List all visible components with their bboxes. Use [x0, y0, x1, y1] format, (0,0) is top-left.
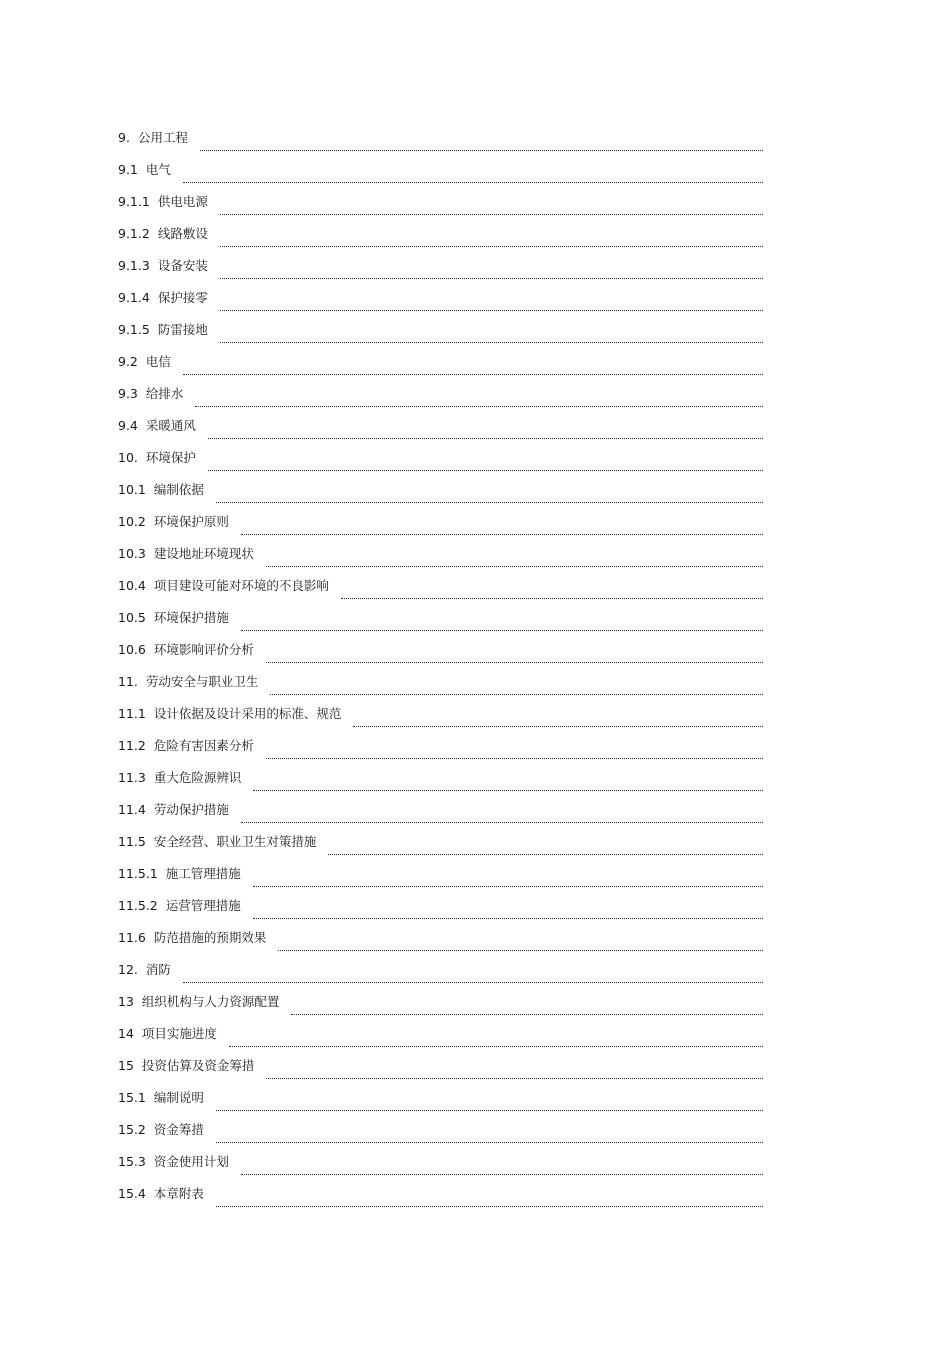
dot-leader — [208, 437, 763, 439]
toc-entry[interactable] — [118, 1024, 763, 1056]
toc-entry-number: 11.1 — [118, 706, 146, 721]
toc-entry-title: 劳动安全与职业卫生 — [145, 674, 259, 689]
toc-entry-number: 10.6 — [118, 642, 146, 657]
toc-entry-number: 9.1.1 — [118, 194, 150, 209]
toc-entry[interactable] — [118, 320, 763, 352]
dot-leader — [253, 789, 763, 791]
toc-entry-number: 12. — [118, 962, 138, 977]
dot-leader — [291, 1013, 763, 1015]
dot-leader — [241, 821, 763, 823]
toc-entry[interactable] — [118, 736, 763, 768]
toc-entry-number: 9. — [118, 130, 130, 145]
dot-leader — [216, 1109, 763, 1111]
toc-entry-number: 9.1.4 — [118, 290, 150, 305]
toc-entry[interactable] — [118, 1088, 763, 1120]
toc-entry[interactable] — [118, 448, 763, 480]
toc-entry-number: 11.4 — [118, 802, 146, 817]
toc-entry-title: 环境保护措施 — [153, 610, 229, 625]
toc-entry-number: 14 — [118, 1026, 134, 1041]
toc-entry-number: 9.4 — [118, 418, 138, 433]
toc-entry-title: 编制说明 — [153, 1090, 204, 1105]
toc-entry-number: 15.3 — [118, 1154, 146, 1169]
toc-entry[interactable] — [118, 1152, 763, 1184]
toc-entry-title: 施工管理措施 — [165, 866, 241, 881]
toc-entry-number: 10.1 — [118, 482, 146, 497]
toc-entry[interactable] — [118, 704, 763, 736]
toc-entry[interactable] — [118, 256, 763, 288]
toc-entry-title: 劳动保护措施 — [153, 802, 229, 817]
toc-entry-number: 9.1.3 — [118, 258, 150, 273]
dot-leader — [220, 309, 763, 311]
dot-leader — [266, 1077, 763, 1079]
toc-entry-title: 资金筹措 — [153, 1122, 204, 1137]
toc-entry-number: 15.4 — [118, 1186, 146, 1201]
dot-leader — [241, 629, 763, 631]
toc-entry[interactable] — [118, 512, 763, 544]
toc-entry-number: 11.5 — [118, 834, 146, 849]
toc-entry-title: 保护接零 — [157, 290, 208, 305]
toc-entry[interactable] — [118, 992, 763, 1024]
toc-entry[interactable] — [118, 672, 763, 704]
toc-entry-number: 11.6 — [118, 930, 146, 945]
dot-leader — [278, 949, 763, 951]
toc-entry[interactable] — [118, 896, 763, 928]
toc-entry[interactable] — [118, 800, 763, 832]
toc-entry-title: 电气 — [145, 162, 171, 177]
toc-entry-title: 防雷接地 — [157, 322, 208, 337]
toc-entry-title: 运营管理措施 — [165, 898, 241, 913]
toc-entry-number: 9.3 — [118, 386, 138, 401]
toc-entry-title: 危险有害因素分析 — [153, 738, 254, 753]
toc-entry[interactable] — [118, 864, 763, 896]
toc-entry[interactable] — [118, 160, 763, 192]
toc-entry-number: 10. — [118, 450, 138, 465]
dot-leader — [353, 725, 763, 727]
toc-entry-title: 资金使用计划 — [153, 1154, 229, 1169]
toc-entry-number: 10.3 — [118, 546, 146, 561]
dot-leader — [183, 981, 763, 983]
dot-leader — [266, 661, 763, 663]
toc-entry-title: 项目实施进度 — [141, 1026, 217, 1041]
toc-entry-number: 10.2 — [118, 514, 146, 529]
toc-entry-number: 15.2 — [118, 1122, 146, 1137]
toc-entry[interactable] — [118, 352, 763, 384]
toc-entry-number: 11.5.1 — [118, 866, 158, 881]
toc-entry-number: 11. — [118, 674, 138, 689]
dot-leader — [241, 533, 763, 535]
toc-entry-title: 采暖通风 — [145, 418, 196, 433]
toc-entry-title: 环境影响评价分析 — [153, 642, 254, 657]
toc-entry[interactable] — [118, 224, 763, 256]
dot-leader — [183, 373, 763, 375]
dot-leader — [266, 757, 763, 759]
toc-entry[interactable] — [118, 640, 763, 672]
toc-entry-number: 11.3 — [118, 770, 146, 785]
toc-entry-title: 建设地址环境现状 — [153, 546, 254, 561]
toc-entry[interactable] — [118, 960, 763, 992]
toc-entry-title: 组织机构与人力资源配置 — [141, 994, 280, 1009]
toc-entry[interactable] — [118, 928, 763, 960]
toc-entry-number: 13 — [118, 994, 134, 1009]
toc-entry-number: 10.5 — [118, 610, 146, 625]
toc-entry[interactable] — [118, 416, 763, 448]
dot-leader — [266, 565, 763, 567]
toc-entry[interactable] — [118, 576, 763, 608]
toc-entry-number: 11.5.2 — [118, 898, 158, 913]
dot-leader — [328, 853, 763, 855]
dot-leader — [208, 469, 763, 471]
toc-entry[interactable] — [118, 608, 763, 640]
toc-entry[interactable] — [118, 1056, 763, 1088]
toc-entry-title: 投资估算及资金筹措 — [141, 1058, 255, 1073]
dot-leader — [195, 405, 763, 407]
dot-leader — [220, 277, 763, 279]
dot-leader — [229, 1045, 763, 1047]
dot-leader — [253, 917, 763, 919]
toc-entry[interactable] — [118, 192, 763, 224]
toc-entry-number: 9.2 — [118, 354, 138, 369]
dot-leader — [253, 885, 763, 887]
dot-leader — [183, 181, 763, 183]
toc-entry-title: 电信 — [145, 354, 171, 369]
toc-entry-number: 10.4 — [118, 578, 146, 593]
toc-entry-title: 环境保护 — [145, 450, 196, 465]
dot-leader — [216, 1141, 763, 1143]
toc-entry-title: 编制依据 — [153, 482, 204, 497]
dot-leader — [200, 149, 763, 151]
toc-entry-title: 公用工程 — [137, 130, 188, 145]
toc-entry-title: 线路敷设 — [157, 226, 208, 241]
toc-entry-title: 项目建设可能对环境的不良影响 — [153, 578, 329, 593]
toc-entry[interactable] — [118, 128, 763, 160]
toc-entry-title: 本章附表 — [153, 1186, 204, 1201]
toc-entry[interactable] — [118, 288, 763, 320]
toc-entry[interactable] — [118, 832, 763, 864]
toc-entry[interactable] — [118, 384, 763, 416]
toc-entry-number: 11.2 — [118, 738, 146, 753]
toc-entry-title: 给排水 — [145, 386, 184, 401]
toc-entry-number: 9.1 — [118, 162, 138, 177]
dot-leader — [241, 1173, 763, 1175]
dot-leader — [341, 597, 763, 599]
dot-leader — [216, 1205, 763, 1207]
dot-leader — [220, 213, 763, 215]
toc-entry[interactable] — [118, 544, 763, 576]
toc-entry-title: 安全经营、职业卫生对策措施 — [153, 834, 317, 849]
toc-entry-title: 设备安装 — [157, 258, 208, 273]
dot-leader — [220, 341, 763, 343]
toc-entry[interactable] — [118, 480, 763, 512]
toc-entry[interactable] — [118, 1120, 763, 1152]
toc-entry-title: 防范措施的预期效果 — [153, 930, 267, 945]
toc-entry-title: 设计依据及设计采用的标准、规范 — [153, 706, 342, 721]
table-of-contents — [118, 128, 763, 1216]
toc-entry-title: 供电电源 — [157, 194, 208, 209]
toc-entry[interactable] — [118, 1184, 763, 1216]
toc-entry-number: 9.1.5 — [118, 322, 150, 337]
dot-leader — [216, 501, 763, 503]
toc-entry-number: 15.1 — [118, 1090, 146, 1105]
toc-entry-number: 9.1.2 — [118, 226, 150, 241]
toc-entry-title: 环境保护原则 — [153, 514, 229, 529]
dot-leader — [270, 693, 763, 695]
dot-leader — [220, 245, 763, 247]
toc-entry-title: 重大危险源辨识 — [153, 770, 242, 785]
toc-entry-title: 消防 — [145, 962, 171, 977]
toc-entry[interactable] — [118, 768, 763, 800]
toc-entry-number: 15 — [118, 1058, 134, 1073]
